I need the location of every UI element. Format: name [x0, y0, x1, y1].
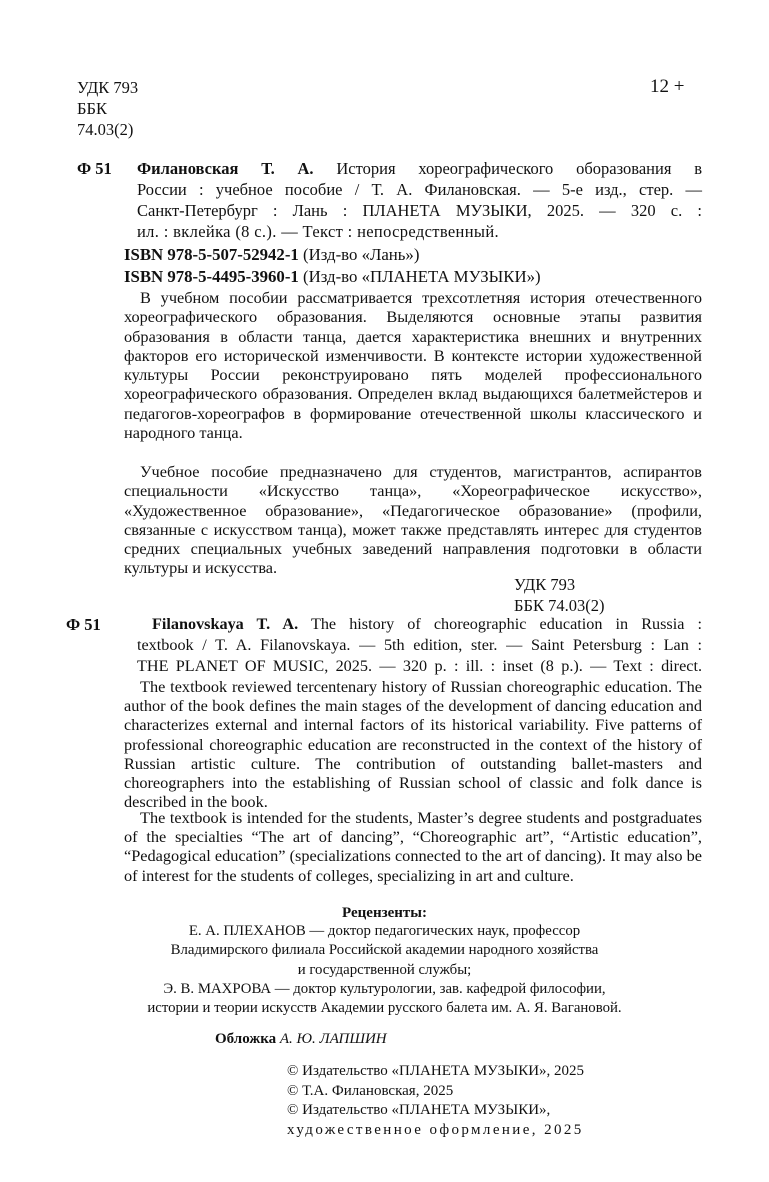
isbn-lan: ISBN 978-5-507-52942-1 (Изд-во «Лань») — [124, 245, 420, 264]
bbk-top: ББК — [77, 99, 107, 118]
ru-author: Филановская Т. А. — [137, 159, 314, 178]
en-author: Filanovskaya T. A. — [152, 615, 299, 633]
ru-code: Ф 51 — [77, 159, 112, 178]
en-record-line3: THE PLANET OF MUSIC, 2025. — 320 p. : ill. : inset (8 p.). — Text : direct. — [137, 657, 702, 675]
reviewer-2-line2: истории и теории искусств Академии русского балета им. А. Я. Вагановой. — [147, 1000, 622, 1017]
udk-top: УДК 793 — [77, 78, 139, 97]
ru-record-line1: Филановская Т. А. История хореографического оборазования в — [137, 159, 703, 178]
en-abstract-2: The textbook is intended for the students, Master’s degree students and postgraduates of the specialties “The art of dancing”, “Choreographic art”, “Artistic education”, “Pedagogical education” (specializations connected to the art of dancing). It may also be of interest for the students of colleges, specializing in art and culture. — [124, 808, 702, 885]
reviewer-1-line1: Е. А. ПЛЕХАНОВ — доктор педагогических наук, профессор — [188, 923, 581, 939]
reviewer-1-line2: Владимирского филиала Российской академии народного хозяйства — [170, 942, 599, 959]
copyright-2: © Т.А. Филановская, 2025 — [287, 1082, 454, 1099]
en-record-line2: textbook / T. A. Filanovskaya. — 5th edition, ster. — Saint Petersburg : Lan : — [137, 636, 702, 654]
ru-record — [137, 158, 702, 242]
ru-abstract-1: В учебном пособии рассматривается трехсотлетняя история отечественного хореографического образования. Выделяются основные этапы развития образования в области танца, дается характеристика внешних и внутренних факторов его исторической изменчивости. В контексте истории художественной культуры России реконструировано пять моделей профессионального хореографического образования. Определен вклад выдающихся балетмейстеров и педагогов-хореографов в формирование отечественной школы классического и народного танца. — [124, 288, 702, 443]
reviewers-title: Рецензенты: — [342, 905, 427, 921]
copyright-block — [287, 1062, 584, 1140]
copyright-3: © Издательство «ПЛАНЕТА МУЗЫКИ», — [287, 1102, 551, 1118]
en-record-line1: Filanovskaya T. A. The history of choreographic education in Russia : — [152, 615, 702, 633]
udk-en: УДК 793 — [514, 575, 576, 594]
ru-record-line4: ил. : вклейка (8 с.). — Текст : непосредственный. — [137, 222, 499, 241]
reviewer-2-line1: Э. В. МАХРОВА — доктор культурологии, зав. кафедрой философии, — [163, 980, 606, 997]
cover-credit: Обложка А. Ю. ЛАПШИН — [215, 1031, 387, 1047]
en-record — [137, 614, 702, 677]
copyright-4: художественное оформление, 2025 — [287, 1121, 584, 1138]
isbn-planeta: ISBN 978-5-4495-3960-1 (Изд-во «ПЛАНЕТА МУЗЫКИ») — [124, 266, 541, 286]
reviewer-1-line3: и государственной службы; — [297, 961, 472, 978]
ru-abstract-2: Учебное пособие предназначено для студентов, магистрантов, аспирантов специальности «Искусство танца», «Хореографическое искусство», «Художественное образование», «Педагогическое образование» (профили, связанные с искусством танца), может также представлять интерес для студентов средних специальных учебных заведений направления подготовки в области культуры и искусства. — [124, 462, 702, 578]
bbk-en: ББК 74.03(2) — [514, 596, 605, 615]
ru-record-line3: Санкт-Петербург : Лань : ПЛАНЕТА МУЗЫКИ, 2025. — 320 с. : — [137, 201, 702, 220]
copyright-1: © Издательство «ПЛАНЕТА МУЗЫКИ», 2025 — [287, 1063, 585, 1079]
ru-record-line2: России : учебное пособие / Т. А. Филановская. — 5-е изд., стер. — — [137, 180, 702, 199]
en-code: Ф 51 — [66, 615, 101, 634]
age-rating: 12 + — [650, 76, 685, 97]
reviewers-list — [0, 922, 769, 1018]
ru-isbn-block — [124, 244, 541, 287]
bbk-code-top: 74.03(2) — [77, 120, 134, 139]
en-abstract-1: The textbook reviewed tercentenary history of Russian choreographic education. The author of the book defines the main stages of the development of dancing education and characterizes external and internal factors of its historical variability. Five patterns of professional choreographic education are reconstructed in the context of the history of Russian artistic culture. The contribution of outstanding ballet-masters and choreographers into the establishing of Russian school of classic and folk dance is described in the book. — [124, 677, 702, 812]
